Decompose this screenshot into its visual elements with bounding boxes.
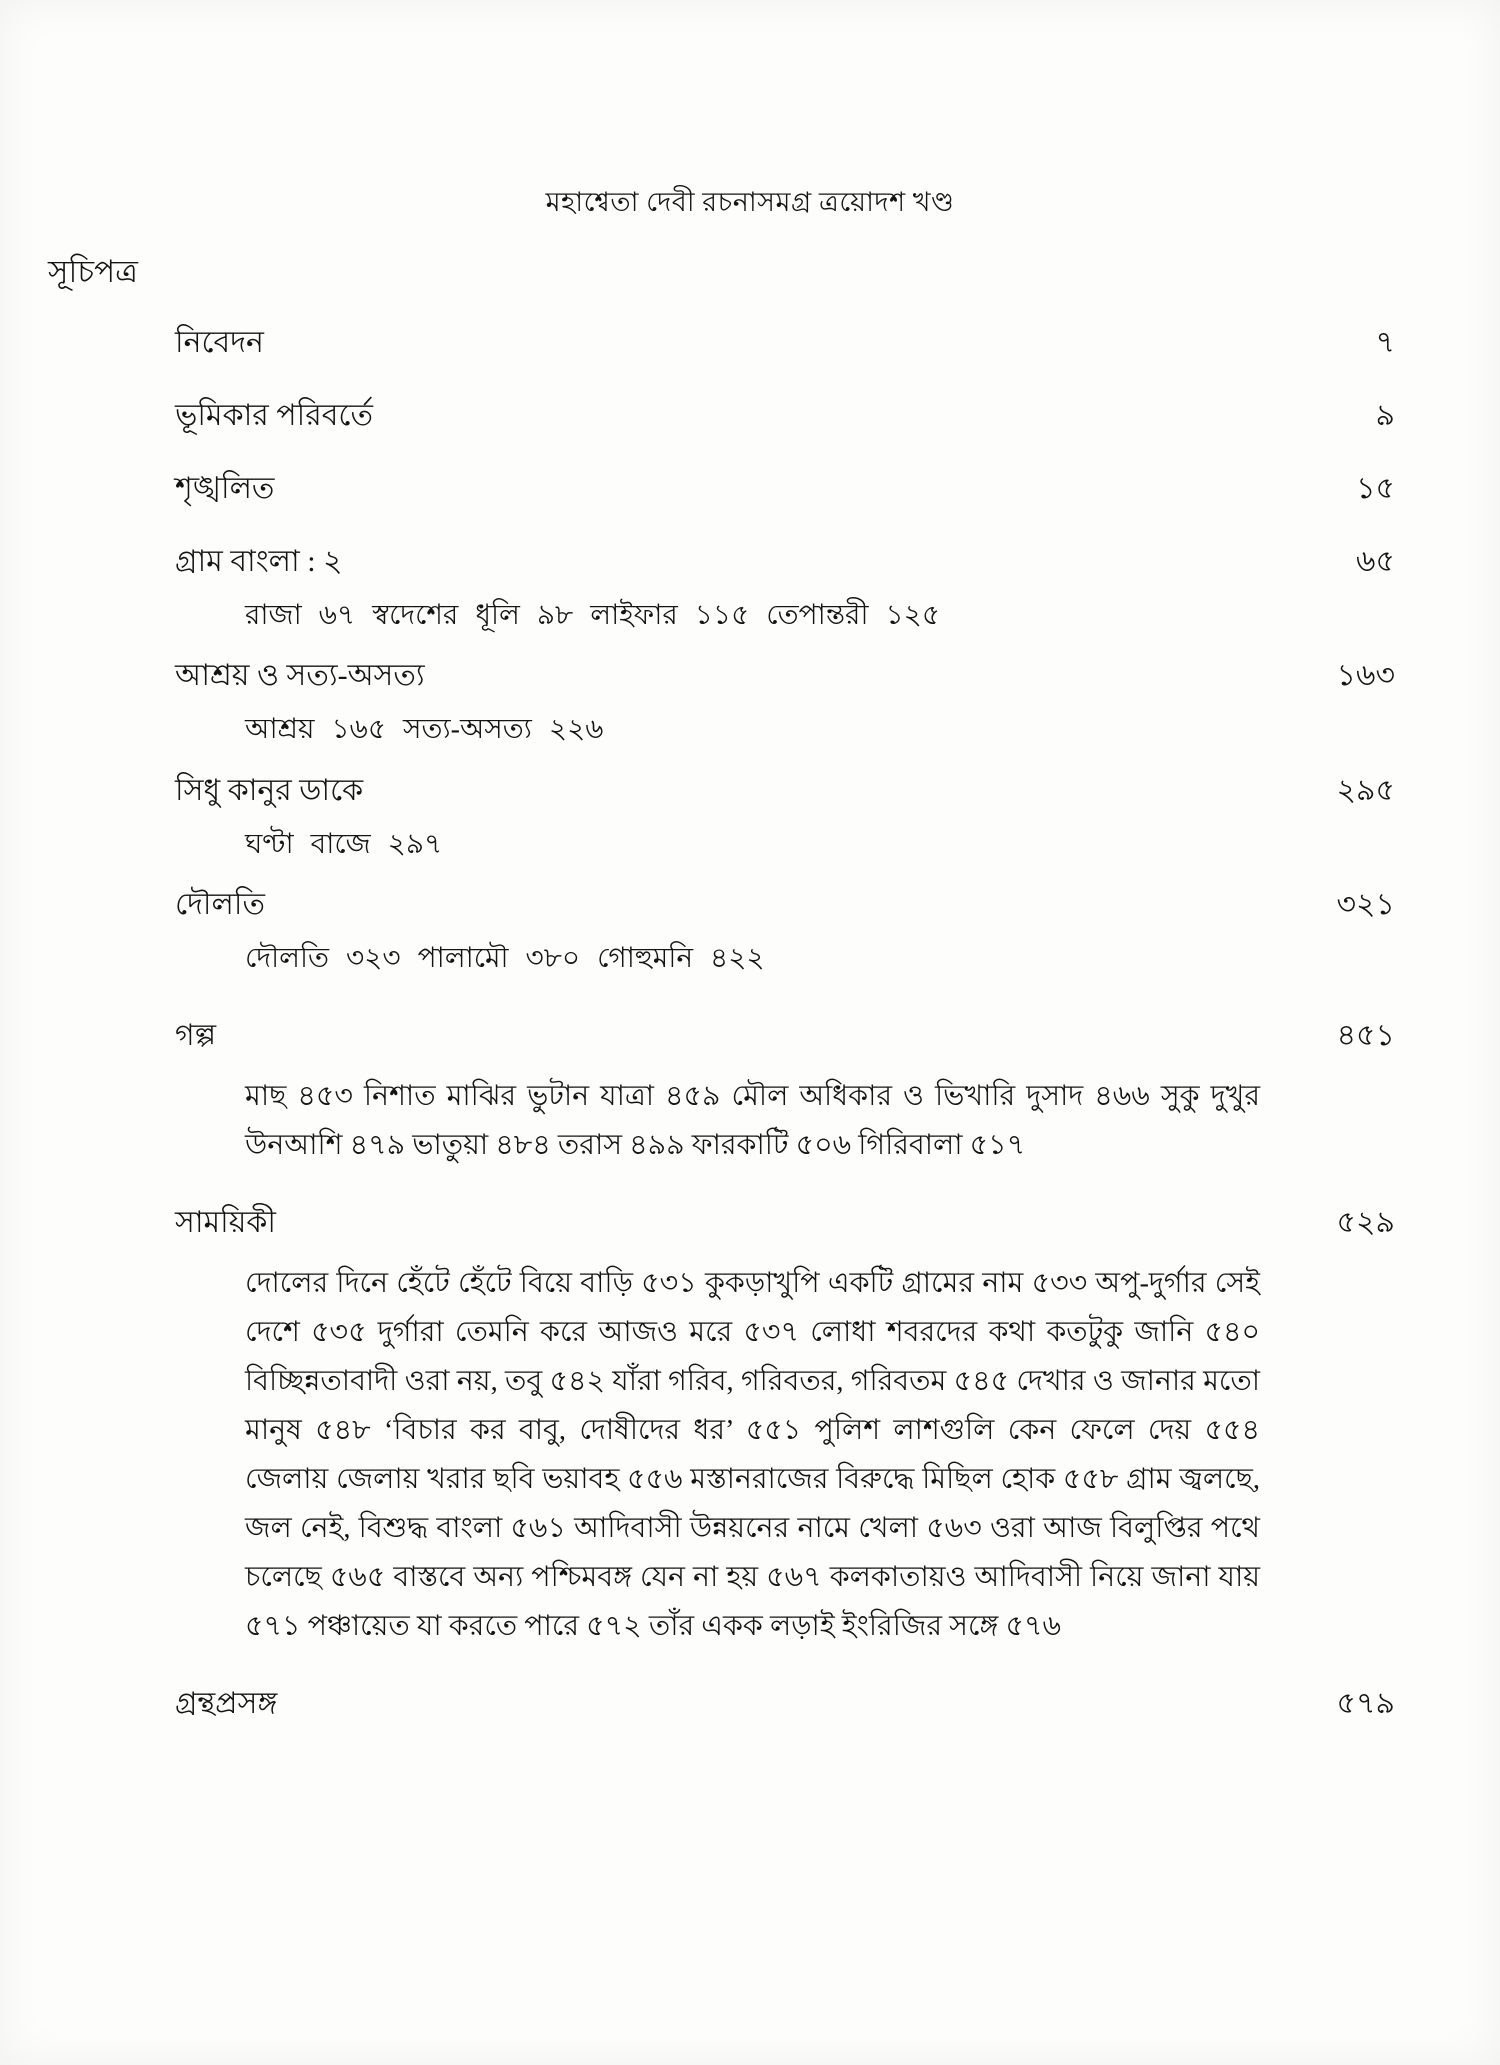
toc-entry-title: সাময়িকী [175,1205,277,1239]
toc-entry-page: ৭ [1375,326,1395,359]
toc-subentry-list: দৌলতি ৩২৩ পালামৌ ৩৮০ গোহুমনি ৪২২ [245,943,765,975]
toc-entry [175,1011,1395,1062]
table-of-contents-heading: সূচিপত্র [48,254,138,289]
toc-entry [175,391,1395,442]
toc-entry-title: আশ্রয় ও সত্য-অসত্য [175,659,425,693]
toc-entry-page: ৪৫১ [1336,1018,1395,1052]
toc-entry-title: গ্রাম বাংলা : ২ [175,545,343,578]
section-spacer [175,995,1395,1011]
toc-entry [175,651,1395,702]
toc-subentry-list: ঘণ্টা বাজে ২৯৭ [245,828,443,860]
toc-entry-page: ৫৭৯ [1336,1686,1395,1720]
toc-entry [175,1679,1395,1730]
table-of-contents-list [175,318,1395,1736]
toc-entry [175,766,1395,817]
toc-entry-title: গ্রন্থপ্রসঙ্গ [175,1686,278,1720]
toc-entry-title: নিবেদন [175,326,264,359]
toc-entry-page: ১৫ [1356,472,1395,505]
section-spacer [175,1651,1395,1679]
toc-entry-page: ৩২১ [1336,888,1395,922]
toc-entry-page: ২৯৫ [1336,773,1395,807]
toc-entry-page: ৯ [1375,399,1395,432]
toc-entry-page: ৫২৯ [1336,1205,1395,1239]
toc-entry [175,318,1395,369]
book-title-header: মহাশ্বেতা দেবী রচনাসমগ্র ত্রয়োদশ খণ্ড [545,187,955,217]
toc-entry-page: ৬৫ [1356,545,1395,578]
toc-entry [175,464,1395,515]
toc-subentry-list: মাছ ৪৫৩ নিশাত মাঝির ভুটান যাত্রা ৪৫৯ মৌল অধিকার ও ভিখারি দুসাদ ৪৬৬ সুকু দুখুর উনআশি ৪৭৯ ভাতুয়া ৪৮৪ তরাস ৪৯৯ ফারকাটি ৫০৬ গিরিবালা ৫১৭ [245,1080,1260,1161]
toc-entry-page: ১৬৩ [1336,659,1395,693]
toc-entry-title: ভূমিকার পরিবর্তে [175,399,373,432]
toc-entry-title: শৃঙ্খলিত [175,472,275,505]
toc-subentry-list: দোলের দিনে হেঁটে হেঁটে বিয়ে বাড়ি ৫৩১ কুকড়াখুপি একটি গ্রামের নাম ৫৩৩ অপু-দুর্গার সেই দেশে ৫৩৫ দুর্গারা তেমনি করে আজও মরে ৫৩৭ লোধা শবরদের কথা কতটুকু জানি ৫৪০ বিচ্ছিন্নতাবাদী ওরা নয়, তবু ৫৪২ যাঁরা গরিব, গরিবতর, গরিবতম ৫৪৫ দেখার ও জানার মতো মানুষ ৫৪৮ ‘বিচার কর বাবু, দোষীদের ধর’ ৫৫১ পুলিশ লাশগুলি কেন ফেলে দেয় ৫৫৪ জেলায় জেলায় খরার ছবি ভয়াবহ ৫৫৬ মস্তানরাজের বিরুদ্ধে মিছিল হোক ৫৫৮ গ্রাম জ্বলছে, জল নেই, বিশুদ্ধ বাংলা ৫৬১ আদিবাসী উন্নয়নের নামে খেলা ৫৬৩ ওরা আজ বিলুপ্তির পথে চলেছে ৫৬৫ বাস্তবে অন্য পশ্চিমবঙ্গ যেন না হয় ৫৬৭ কলকাতায়ও আদিবাসী নিয়ে জানা যায় ৫৭১ পঞ্চায়েত যা করতে পারে ৫৭২ তাঁর একক লড়াই ইংরিজির সঙ্গে ৫৭৬ [245,1267,1260,1642]
toc-entry-title: দৌলতি [175,888,265,922]
toc-entry [175,1198,1395,1249]
toc-subentry-list: রাজা ৬৭ স্বদেশের ধূলি ৯৮ লাইফার ১১৫ তেপান্তরী ১২৫ [245,600,941,631]
toc-subentry-list: আশ্রয় ১৬৫ সত্য-অসত্য ২২৬ [245,714,604,746]
toc-entry-title: গল্প [175,1018,217,1052]
toc-entry [175,880,1395,931]
section-spacer [175,1170,1395,1198]
toc-entry-title: সিধু কানুর ডাকে [175,773,364,807]
toc-entry [175,537,1395,588]
